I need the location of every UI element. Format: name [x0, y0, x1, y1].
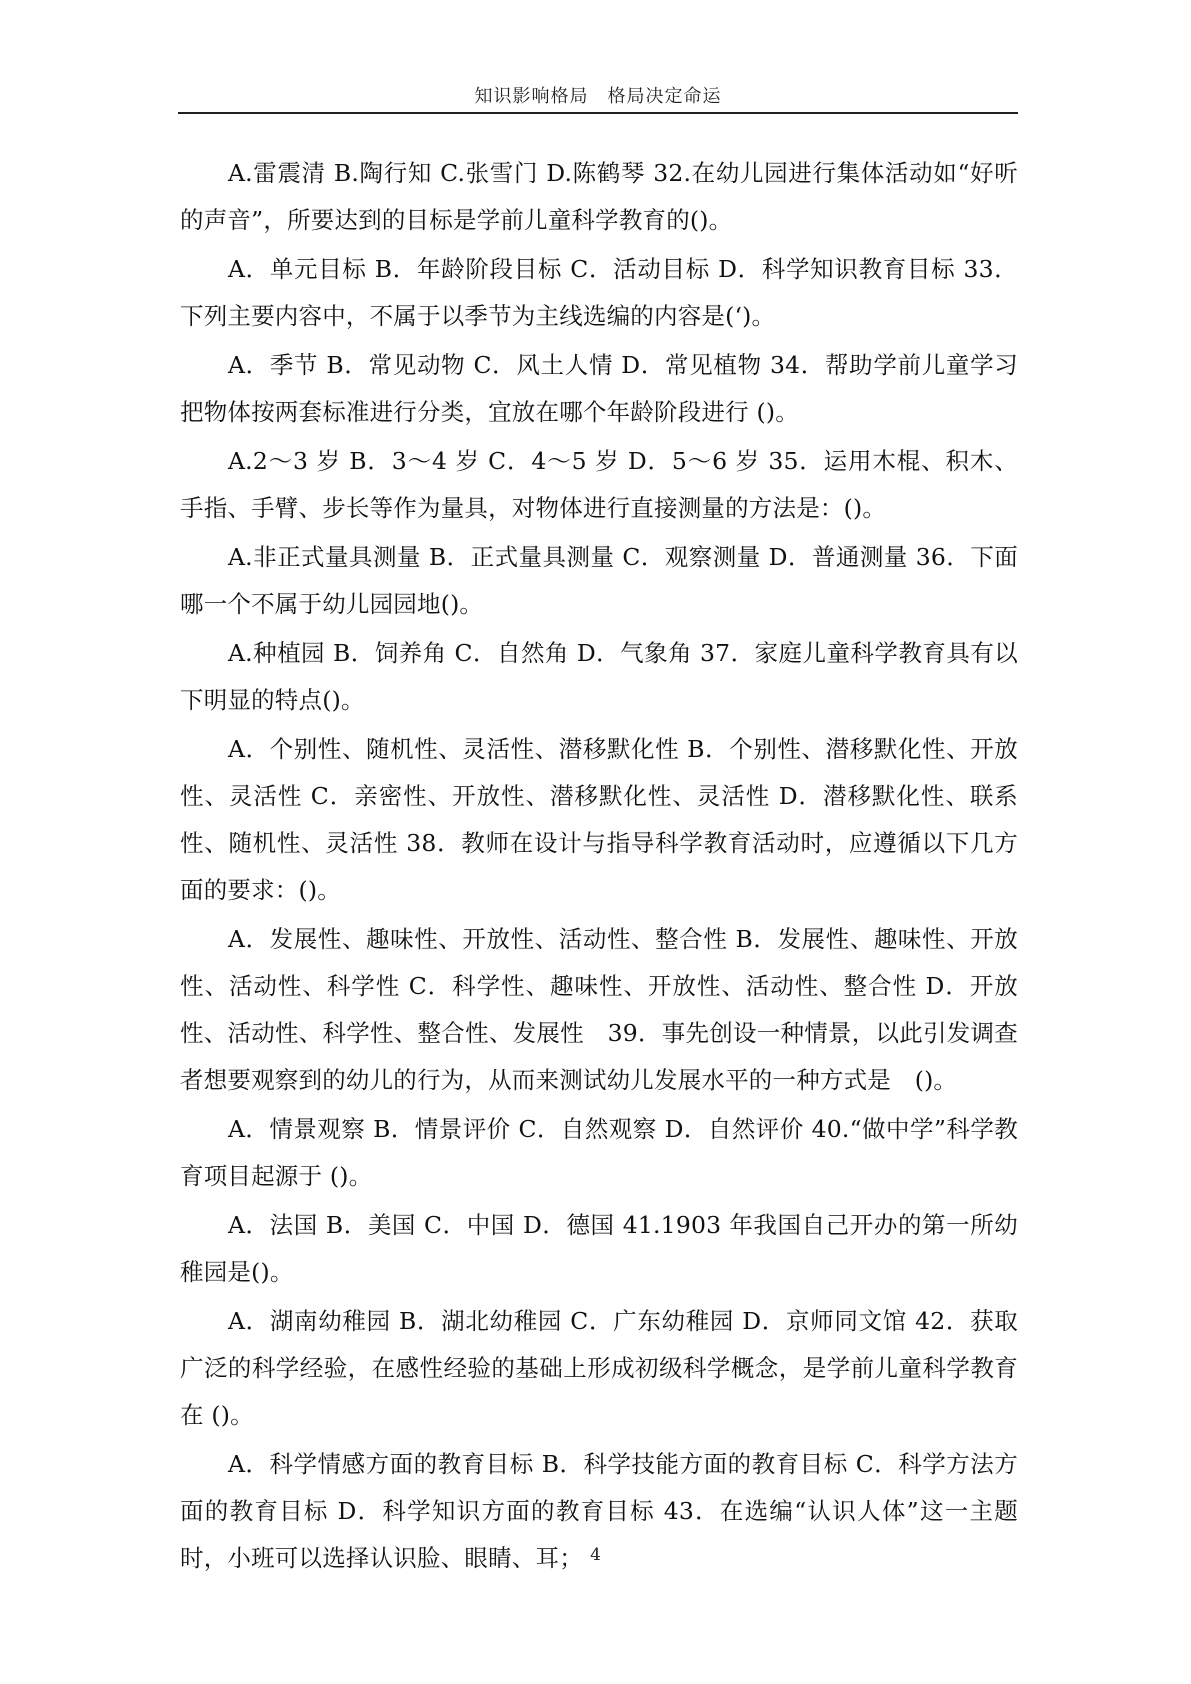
- paragraph: A.雷震清 B.陶行知 C.张雪门 D.陈鹤琴 32.在幼儿园进行集体活动如“好听的声音”，所要达到的目标是学前儿童科学教育的()。: [180, 159, 1018, 234]
- paragraph: A.2～3 岁 B．3～4 岁 C．4～5 岁 D．5～6 岁 35．运用木棍、积木、手指、手臂、步长等作为量具，对物体进行直接测量的方法是：()。: [180, 447, 1018, 522]
- paragraph: A．季节 B．常见动物 C．风土人情 D．常见植物 34．帮助学前儿童学习把物体按两套标准进行分类，宜放在哪个年龄阶段进行 ()。: [180, 351, 1018, 426]
- paragraph: A．发展性、趣味性、开放性、活动性、整合性 B．发展性、趣味性、开放性、活动性、科学性 C．科学性、趣味性、开放性、活动性、整合性 D．开放性、活动性、科学性、整合性、发展性 39．事先创设一种情景，以此引发调查者想要观察到的幼儿的行为，从而来测试幼儿发展水平的一种方式是 ()。: [180, 925, 1018, 1094]
- paragraph: A.种植园 B．饲养角 C．自然角 D．气象角 37．家庭儿童科学教育具有以下明显的特点()。: [180, 639, 1018, 714]
- document-body: [180, 150, 1018, 1584]
- page-number: 4: [590, 1545, 601, 1565]
- paragraph: A．情景观察 B．情景评价 C．自然观察 D．自然评价 40.“做中学”科学教育项目起源于 ()。: [180, 1115, 1018, 1190]
- paragraph: A．科学情感方面的教育目标 B．科学技能方面的教育目标 C．科学方法方面的教育目标 D．科学知识方面的教育目标 43．在选编“认识人体”这一主题时，小班可以选择认识脸、眼睛、耳；: [180, 1450, 1018, 1572]
- page-header: 知识影响格局 格局决定命运: [178, 86, 1018, 114]
- paragraph: A．湖南幼稚园 B．湖北幼稚园 C．广东幼稚园 D．京师同文馆 42．获取广泛的科学经验，在感性经验的基础上形成初级科学概念，是学前儿童科学教育在 ()。: [180, 1307, 1018, 1429]
- paragraph: A．法国 B．美国 C．中国 D．德国 41.1903 年我国自己开办的第一所幼稚园是()。: [180, 1211, 1018, 1286]
- paragraph: A．个别性、随机性、灵活性、潜移默化性 B．个别性、潜移默化性、开放性、灵活性 C．亲密性、开放性、潜移默化性、灵活性 D．潜移默化性、联系性、随机性、灵活性 38．教师在设计与指导科学教育活动时，应遵循以下几方面的要求：()。: [180, 735, 1018, 904]
- paragraph: A.非正式量具测量 B．正式量具测量 C．观察测量 D．普通测量 36．下面哪一个不属于幼儿园园地()。: [180, 543, 1018, 618]
- paragraph: A．单元目标 B．年龄阶段目标 C．活动目标 D．科学知识教育目标 33．下列主要内容中，不属于以季节为主线选编的内容是(‘)。: [180, 255, 1018, 330]
